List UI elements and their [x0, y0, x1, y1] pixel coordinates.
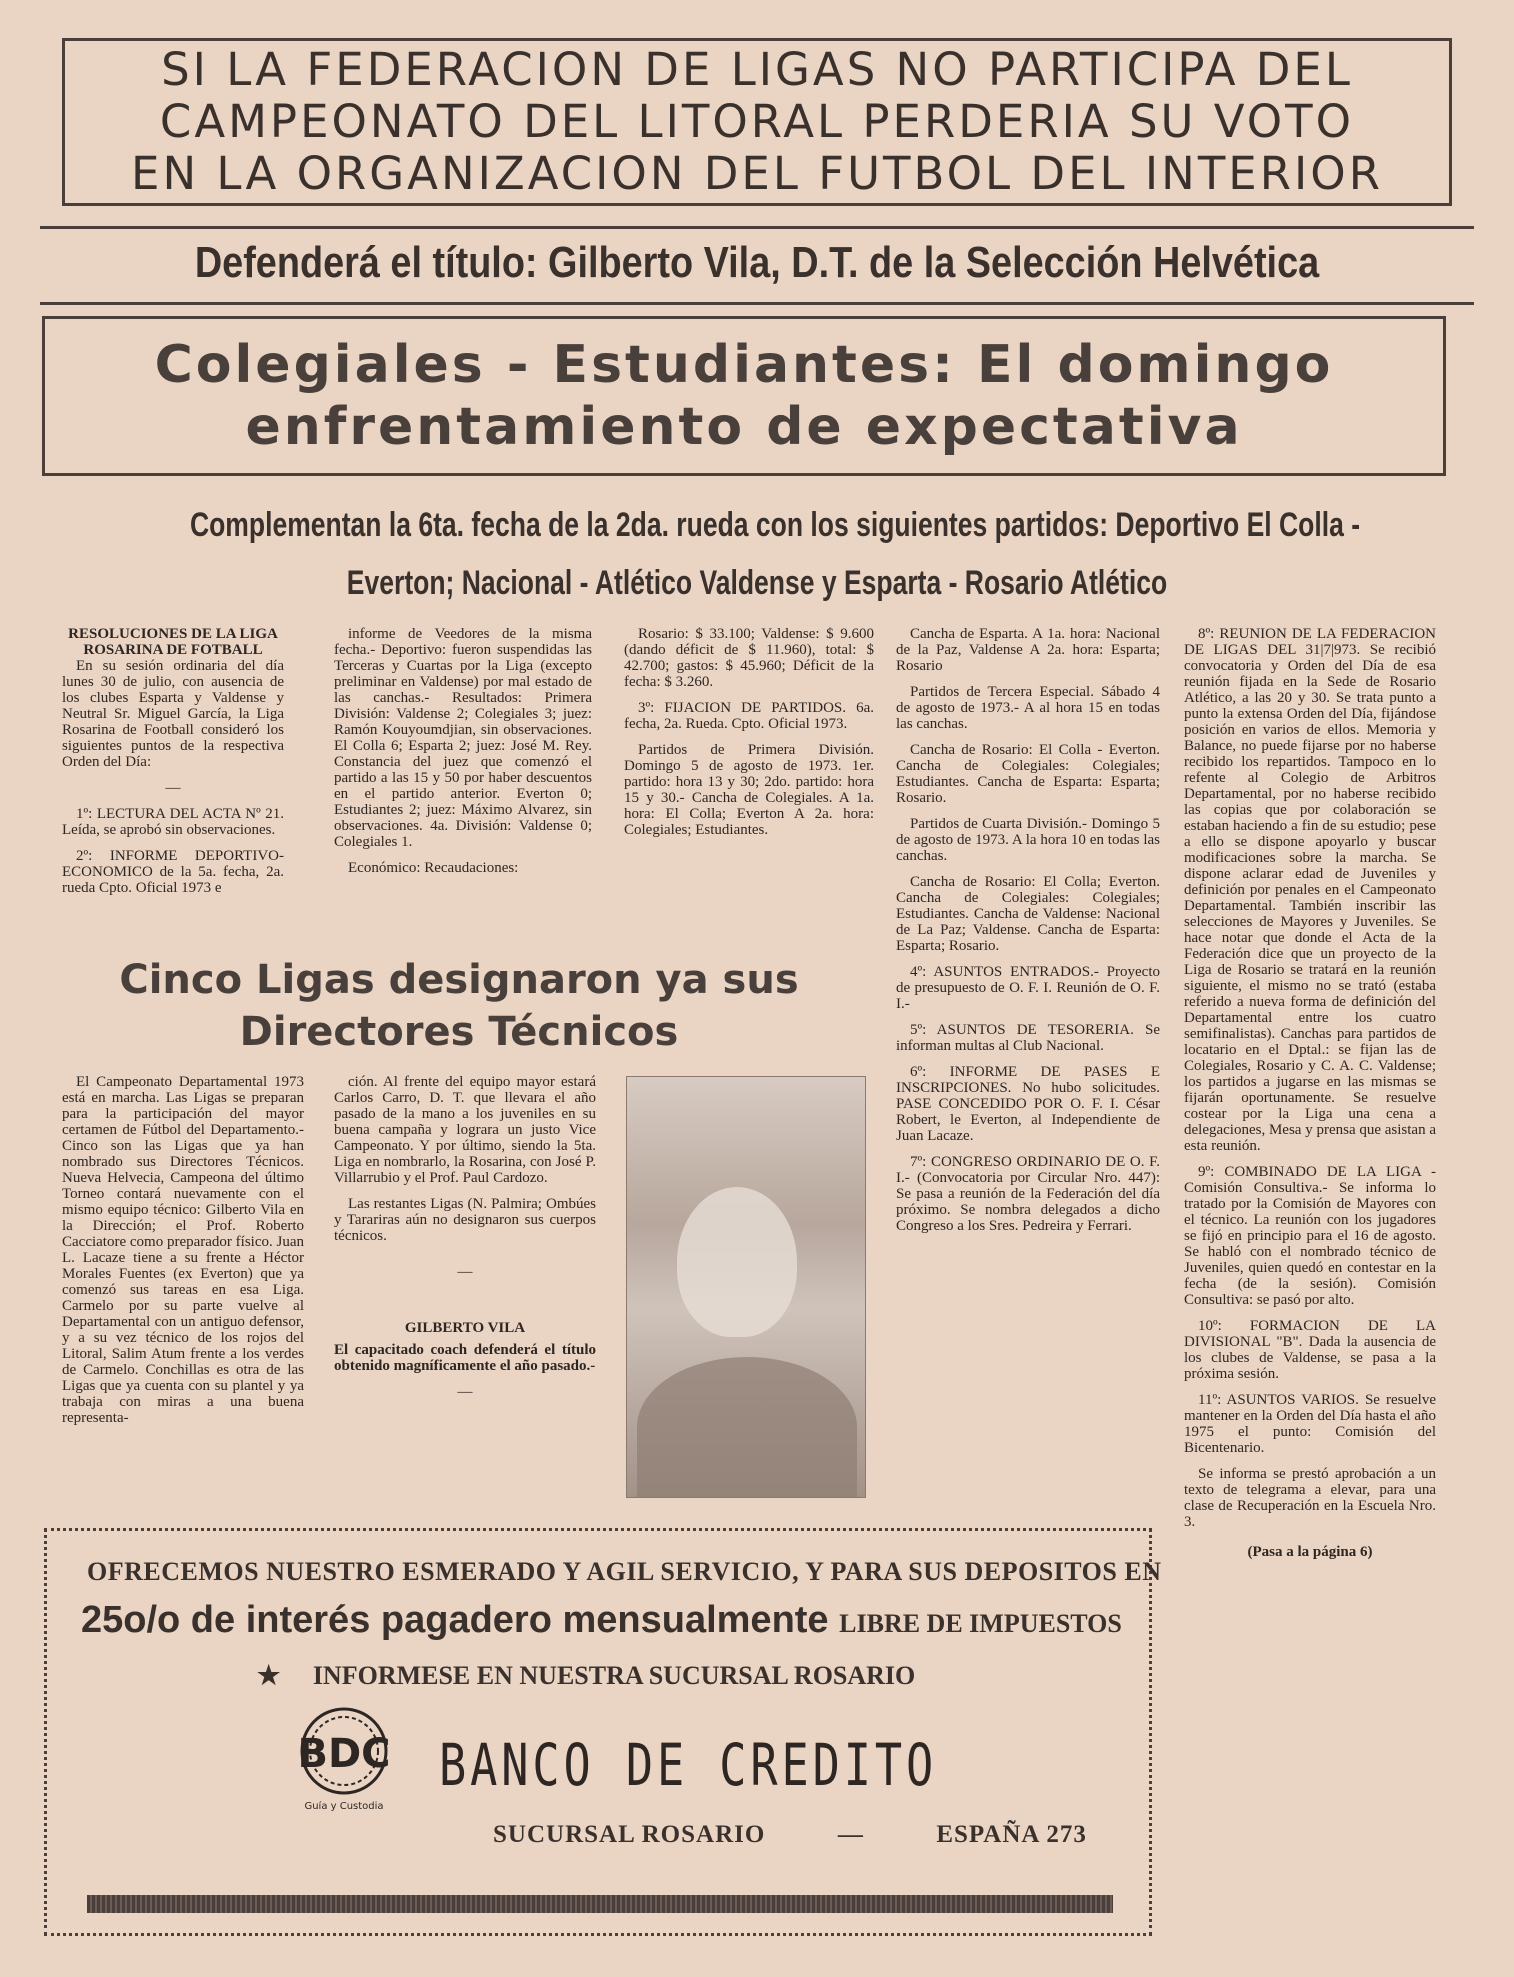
paragraph: Económico: Recaudaciones:: [348, 860, 519, 876]
headline-vila: Defenderá el título: Gilberto Vila, D.T. de la Selección Helvética: [194, 238, 1320, 287]
ad-inform-text: INFORMESE EN NUESTRA SUCURSAL ROSARIO: [312, 1661, 916, 1690]
logo-letters: BDC: [297, 1731, 391, 1777]
paragraph: Cancha de Esparta. A 1a. hora: Nacional de la Paz, Valdense A 2a. hora: Esparta; Rosario: [896, 626, 1160, 674]
paragraph: El Campeonato Departamental 1973 está en marcha. Las Ligas se preparan para la participación del mayor certamen de Fútbol del Departamento.- Cinco son las Ligas que ya han nombrado sus Directores Técnicos. Nueva Helvecia, Campeona del último Torneo contará nuevamente con el mismo equipo técnico: Gilberto Vila en la Dirección; el Prof. Roberto Cacciatore como preparador físico. Juan L. Lacaze tiene a su frente a Héctor Morales Fuentes (ex Everton) que ya comenzó sus tareas en esa Liga. Carmelo por su parte vuelve al Departamental con un antiguo defensor, y a su vez técnico de los rojos del Litoral, Salim Atum frente a los verdes de Carmelo. Conchillas es otra de las Ligas que ya cuenta con su plantel y ya trabaja con miras a una buena representa-: [62, 1074, 304, 1426]
photo-caption-text: El capacitado coach defenderá el título obtenido magníficamente el año pasado.-: [334, 1342, 596, 1374]
gilberto-vila-photo: [626, 1076, 866, 1498]
cinco-ligas-headline-1: Cinco Ligas designaron ya sus: [119, 957, 799, 1003]
article-column-4: [896, 626, 1160, 1492]
ad-line-offer: OFRECEMOS NUESTRO ESMERADO Y AGIL SERVICIO, Y PARA SUS DEPOSITOS EN: [87, 1557, 1162, 1586]
paragraph: 10º: FORMACION DE LA DIVISIONAL "B". Dada la ausencia de los clubes de Valdense, se pasa a la próxima sesión.: [1184, 1318, 1436, 1382]
paragraph: Cancha de Rosario: El Colla; Everton. Cancha de Colegiales: Colegiales; Estudiantes. Cancha de Valdense: Nacional de La Paz; Valdense. Cancha de Esparta: Esparta; Rosario.: [896, 874, 1160, 954]
paragraph: Rosario: $ 33.100; Valdense: $ 9.600 (dando déficit de $ 11.960), total: $ 42.700; gastos: $ 45.960; Déficit de la fecha: $ 3.260.: [624, 626, 874, 690]
paragraph: 4º: ASUNTOS ENTRADOS.- Proyecto de presupuesto de O. F. I. Reunión de O. F. I.-: [896, 964, 1160, 1012]
paragraph: Partidos de Tercera Especial. Sábado 4 de agosto de 1973.- A al hora 15 en todas las canchas.: [896, 684, 1160, 732]
paragraph: 1º: LECTURA DEL ACTA Nº 21. Leída, se aprobó sin observaciones.: [62, 806, 284, 838]
separator: —: [165, 780, 181, 796]
headline-colegiales-box: [42, 316, 1446, 476]
paragraph: 3º: FIJACION DE PARTIDOS. 6a. fecha, 2a. Rueda. Cpto. Oficial 1973.: [624, 700, 874, 732]
paragraph: 9º: COMBINADO DE LA LIGA - Comisión Consultiva.- Se informa lo tratado por la Comisión de Mayores con el técnico. La reunión con los jugadores se fijó en principio para el 16 de agosto. Se habló con el nombrado técnico de Juveniles, quien quedó en contestar en la fecha (de la sesión). Comisión Consultiva: se pasó por alto.: [1184, 1164, 1436, 1308]
bank-advertisement: [44, 1528, 1162, 1936]
headline-box-line-1: Colegiales - Estudiantes: El domingo: [154, 335, 1334, 395]
article-column-2: [334, 626, 592, 946]
divider-rule: [40, 302, 1474, 305]
ad-decorative-bar: [87, 1895, 1113, 1913]
ad-dash: —: [837, 1821, 864, 1848]
paragraph: 2º: INFORME DEPORTIVO-ECONOMICO de la 5a. fecha, 2a. rueda Cpto. Oficial 1973 e: [62, 848, 284, 896]
banner-line-2: CAMPEONATO DEL LITORAL PERDERIA SU VOTO: [159, 95, 1355, 148]
ad-line-inform: [257, 1661, 915, 1691]
divider-rule: [40, 226, 1474, 229]
article-column-1: [62, 626, 284, 946]
ad-address: ESPAÑA 273: [936, 1821, 1087, 1848]
paragraph: Cancha de Rosario: El Colla - Everton. Cancha de Colegiales: Colegiales; Estudiantes. Cancha de Esparta: Esparta; Rosario.: [896, 742, 1160, 806]
article-heading: RESOLUCIONES DE LA LIGA ROSARINA DE FOTBALL: [68, 626, 278, 658]
paragraph: Partidos de Primera División. Domingo 5 de agosto de 1973. 1er. partido: hora 13 y 30; 2do. partido: hora 15 y 30.- Cancha de Colegiales. A 1a. hora: El Colla; Everton A 2a. hora: Colegiales; Estudiantes.: [624, 742, 874, 838]
top-banner: [62, 38, 1452, 206]
banner-line-3: EN LA ORGANIZACION DEL FUTBOL DEL INTERIOR: [131, 147, 1383, 200]
separator: —: [457, 1384, 473, 1400]
photo-caption-name: GILBERTO VILA: [404, 1320, 526, 1336]
article-column-3: [624, 626, 874, 946]
photo-face: [677, 1187, 797, 1337]
paragraph: informe de Veedores de la misma fecha.- Deportivo: fueron suspendidas las Terceras y Cuartas por la Liga (excepto preliminar en Valdense) por mal estado de las canchas.- Resultados: Primera División: Valdense 2; Colegiales 3; juez: Ramón Kouyoumdjian, sin observaciones. El Colla 6; Esparta 2; juez: José M. Rey. Constancia del juez que comenzó el partido a las 15 y 50 por haber descuentos en el partido anterior. Everton 0; Estudiantes 2; juez: Máximo Alvarez, sin observaciones. 4a. División: Valdense 0; Colegiales 1.: [334, 626, 592, 850]
subheadline-line-2: Everton; Nacional - Atlético Valdense y Esparta - Rosario Atlético: [346, 564, 1168, 602]
subheadline-line-1: Complementan la 6ta. fecha de la 2da. rueda con los siguientes partidos: Deportivo El Colla -: [189, 506, 1361, 544]
paragraph: Las restantes Ligas (N. Palmira; Ombúes y Tarariras aún no designaron sus cuerpos técnicos.: [334, 1196, 596, 1244]
cinco-ligas-column-b: [334, 1074, 596, 1504]
paragraph: 6º: INFORME DE PASES E INSCRIPCIONES. No hubo solicitudes. PASE CONCEDIDO POR O. F. I. César Robert, le Everton, al Independiente de Juan Lacaze.: [896, 1064, 1160, 1144]
ad-branch-address: [493, 1821, 1087, 1849]
paragraph: 7º: CONGRESO ORDINARIO DE O. F. I.- (Convocatoria por Circular Nro. 447): Se pasa a reunión de la Federación del día próximo. Se nombra delegados a dicho Congreso a los Sres. Pedreira y Ferrari.: [896, 1154, 1160, 1234]
ad-line-interest: [81, 1599, 1141, 1642]
paragraph: Partidos de Cuarta División.- Domingo 5 de agosto de 1973. A la hora 10 en todas las canchas.: [896, 816, 1160, 864]
paragraph: 11º: ASUNTOS VARIOS. Se resuelve mantener en la Orden del Día hasta el año 1975 el punto: Comisión del Bicentenario.: [1184, 1392, 1436, 1456]
headline-box-line-2: enfrentamiento de expectativa: [245, 397, 1243, 457]
photo-shoulders: [637, 1357, 857, 1497]
cinco-ligas-headline-2: Directores Técnicos: [239, 1009, 679, 1055]
paragraph: Se informa se prestó aprobación a un texto de telegrama a elevar, para una clase de Recuperación en la Escuela Nro. 3.: [1184, 1466, 1436, 1530]
star-icon: ★: [257, 1661, 281, 1690]
paragraph: ción. Al frente del equipo mayor estará Carlos Carro, D. T. que llevara el año pasado de la mano a los juveniles en su buena campaña y lograra un justo Vice Campeonato. Y por último, siendo la 5ta. Liga en nombrarlo, la Rosarina, con José P. Villarrubio y el Prof. Paul Cardozo.: [334, 1074, 596, 1186]
continued-note: (Pasa a la página 6): [1247, 1544, 1373, 1560]
ad-tax-free: LIBRE DE IMPUESTOS: [839, 1609, 1122, 1638]
article-column-5: [1184, 626, 1436, 1932]
paragraph: En su sesión ordinaria del día lunes 30 de julio, con ausencia de los clubes Esparta y Valdense y Neutral Sr. Miguel García, la Liga Rosarina de Football consideró los siguientes puntos de la respectiva Orden del Día:: [62, 658, 284, 770]
ad-interest-rate: 25o/o de interés pagadero mensualmente: [81, 1599, 829, 1641]
ad-branch: SUCURSAL ROSARIO: [493, 1821, 766, 1848]
bank-name: BANCO DE CREDITO: [439, 1731, 938, 1799]
banner-line-1: SI LA FEDERACION DE LIGAS NO PARTICIPA DEL: [161, 43, 1353, 96]
bdc-logo-icon: [279, 1703, 409, 1813]
logo-tagline: Guía y Custodia: [304, 1801, 384, 1812]
paragraph: 8º: REUNION DE LA FEDERACION DE LIGAS DEL 31|7|973. Se recibió convocatoria y Orden del Día de esa reunión fijada en la Sede de Rosario Atlético, a las 20 y 30. Se trata punto a punto la extensa Orden del Día, fijándose posición en varios de ellos. Memoria y Balance, no puede fijarse por no haberse recibido los repartidos. Tampoco en lo refente al Colegio de Arbitros Departamental, por no haberse recibido las copias que por colaboración se estaban haciendo a fin de su estudio; pese a ello se dispone apoyarlo y buscar modificaciones sobre la marcha. Se dispone aclarar edad de Juveniles y definición por penales en el Campeonato Departamental. También inscribir las selecciones de Mayores y Juveniles. Se hace notar que donde el Acta de la Federación dice que un proyecto de la Liga de Rosario se tratará en la reunión siguiente, el mismo no se trató (estaba referido a nueva forma de definición del Departamental entre los cuatro semifinalistas). Canchas para partidos de locatario en el Dptal.: se fijan las de Colegiales, Rosario y C. A. C. Valdense; los partidos a jugarse en las mismas se fijarán oportunamente. Se resuelve costear por la Liga una cena a delegaciones, Mesa y prensa que asistan a esta reunión.: [1184, 626, 1436, 1154]
paragraph: 5º: ASUNTOS DE TESORERIA. Se informan multas al Club Nacional.: [896, 1022, 1160, 1054]
cinco-ligas-column-a: [62, 1074, 304, 1504]
separator: —: [457, 1264, 473, 1280]
